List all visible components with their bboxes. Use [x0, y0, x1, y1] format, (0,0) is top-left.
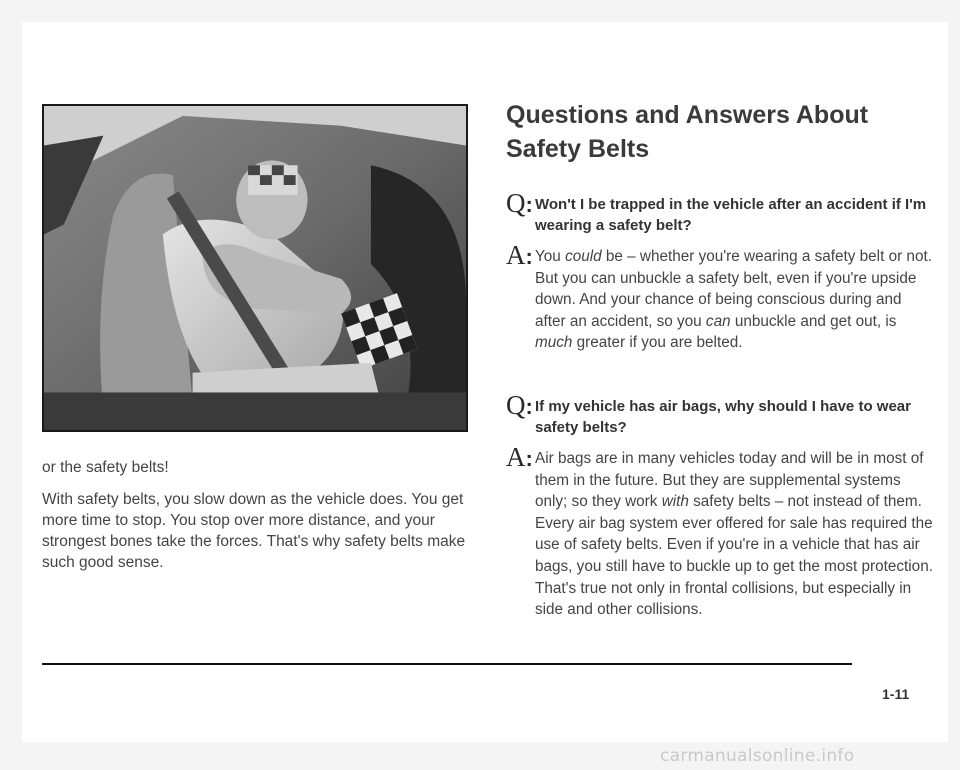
- question-2-text: If my vehicle has air bags, why should I have to wear safety belts?: [535, 398, 911, 436]
- a-marker: A:: [506, 240, 533, 270]
- question-1-text: Won't I be trapped in the vehicle after an accident if I'm wearing a safety belt?: [535, 196, 927, 234]
- q-marker: Q:: [506, 188, 533, 218]
- q-marker: Q:: [506, 390, 533, 420]
- left-column-text: [42, 457, 472, 584]
- a-marker: A:: [506, 442, 533, 472]
- question-1: [506, 188, 936, 236]
- page-number: 1-11: [882, 686, 910, 702]
- footer-rule: [42, 663, 852, 665]
- answer-2: [506, 442, 936, 621]
- answer-1: [506, 240, 936, 354]
- answer-2-text: Air bags are in many vehicles today and will be in most of them in the future. But they are supplemental systems only; so they work with safety belts – not instead of them. Every air bag system ever offered for sale has required the use of safety belts. Even if you're in a vehicle that has air bags, you still have to buckle up to get the most protection. That's true not only in frontal collisions, but especially in side and other collisions.: [535, 450, 933, 619]
- watermark-text: carmanualsonline.info: [660, 746, 855, 766]
- crash-test-dummy-photo: [42, 104, 468, 432]
- intro-fragment: or the safety belts!: [42, 459, 169, 476]
- section-heading: Questions and Answers About Safety Belts: [506, 101, 869, 163]
- question-2: [506, 390, 936, 438]
- crash-test-dummy-illustration: [44, 106, 466, 430]
- answer-1-text: You could be – whether you're wearing a safety belt or not. But you can unbuckle a safety belt, even if you're upside down. And your chance of being conscious during and after an accident, so you can unbuckle and get out, is much greater if you are belted.: [535, 248, 932, 352]
- safety-belt-paragraph: With safety belts, you slow down as the vehicle does. You get more time to stop. You stop over more distance, and your strongest bones take the forces. That's why safety belts make such good sense.: [42, 491, 466, 571]
